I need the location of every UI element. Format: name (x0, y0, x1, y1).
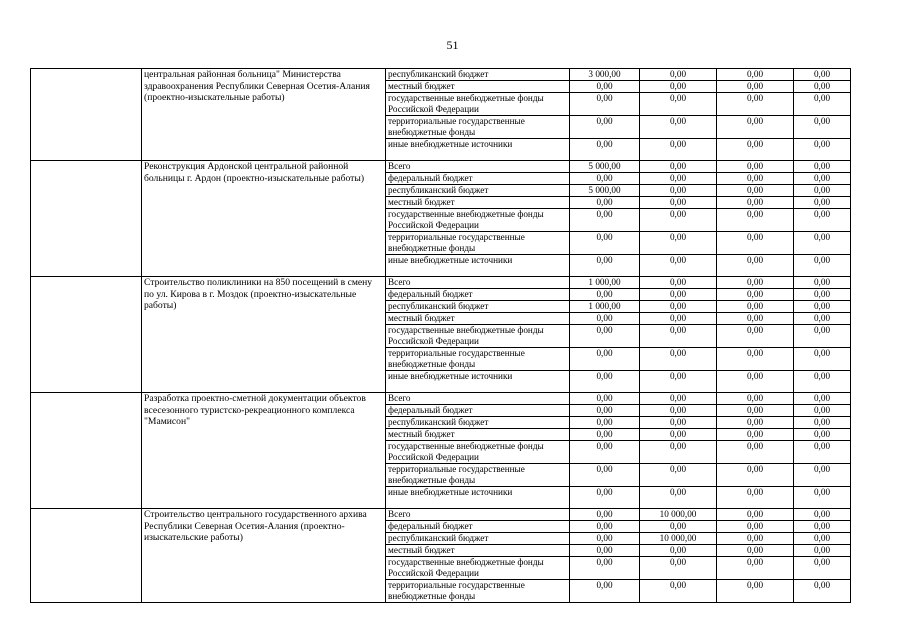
amount-cell: 0,00 (717, 533, 794, 545)
amount-cell: 10 000,00 (640, 533, 717, 545)
amount-cell: 0,00 (794, 371, 851, 393)
amount-cell: 0,00 (570, 464, 640, 487)
amount-cell: 0,00 (640, 429, 717, 441)
funding-source: Всего (386, 277, 570, 289)
amount-cell: 0,00 (794, 533, 851, 545)
amount-cell: 0,00 (640, 185, 717, 197)
amount-cell: 0,00 (570, 545, 640, 557)
amount-cell: 0,00 (640, 197, 717, 209)
amount-cell: 0,00 (717, 325, 794, 348)
funding-source: местный бюджет (386, 429, 570, 441)
amount-cell: 0,00 (640, 557, 717, 580)
amount-cell: 0,00 (794, 185, 851, 197)
amount-cell: 0,00 (717, 139, 794, 161)
amount-cell: 0,00 (794, 464, 851, 487)
amount-cell: 0,00 (794, 441, 851, 464)
project-title: Разработка проектно-сметной документации объектов всесезонного туристско-рекреационного комплекса "Мамисон" (142, 393, 386, 509)
amount-cell: 0,00 (640, 487, 717, 509)
amount-cell: 0,00 (717, 232, 794, 255)
amount-cell: 0,00 (570, 232, 640, 255)
amount-cell: 10 000,00 (640, 509, 717, 521)
funding-source: иные внебюджетные источники (386, 139, 570, 161)
amount-cell: 0,00 (794, 557, 851, 580)
table-row (31, 161, 851, 173)
amount-cell: 0,00 (640, 580, 717, 603)
amount-cell: 0,00 (570, 429, 640, 441)
amount-cell: 0,00 (640, 93, 717, 116)
index-cell (31, 509, 142, 603)
amount-cell: 0,00 (640, 464, 717, 487)
amount-cell: 0,00 (794, 325, 851, 348)
amount-cell: 0,00 (570, 487, 640, 509)
amount-cell: 0,00 (717, 371, 794, 393)
amount-cell: 0,00 (570, 371, 640, 393)
amount-cell: 0,00 (794, 173, 851, 185)
funding-source: государственные внебюджетные фонды Российской Федерации (386, 557, 570, 580)
funding-source: республиканский бюджет (386, 533, 570, 545)
amount-cell: 0,00 (717, 441, 794, 464)
amount-cell: 0,00 (640, 277, 717, 289)
amount-cell: 0,00 (717, 509, 794, 521)
amount-cell: 0,00 (570, 289, 640, 301)
funding-source: федеральный бюджет (386, 289, 570, 301)
amount-cell: 0,00 (570, 81, 640, 93)
funding-source: территориальные государственные внебюджетные фонды (386, 116, 570, 139)
amount-cell: 0,00 (794, 277, 851, 289)
amount-cell: 0,00 (640, 371, 717, 393)
amount-cell: 0,00 (717, 289, 794, 301)
amount-cell: 0,00 (570, 197, 640, 209)
amount-cell: 0,00 (717, 255, 794, 277)
amount-cell: 0,00 (717, 197, 794, 209)
amount-cell: 0,00 (570, 348, 640, 371)
amount-cell: 0,00 (794, 93, 851, 116)
funding-source: федеральный бюджет (386, 173, 570, 185)
amount-cell: 0,00 (640, 325, 717, 348)
amount-cell: 0,00 (570, 521, 640, 533)
funding-source: Всего (386, 393, 570, 405)
amount-cell: 0,00 (717, 116, 794, 139)
funding-source: федеральный бюджет (386, 405, 570, 417)
amount-cell: 0,00 (717, 348, 794, 371)
amount-cell: 0,00 (570, 509, 640, 521)
amount-cell: 0,00 (794, 545, 851, 557)
amount-cell: 0,00 (640, 289, 717, 301)
amount-cell: 0,00 (640, 348, 717, 371)
table-row (31, 277, 851, 289)
project-title: Реконструкция Ардонской центральной районной больницы г. Ардон (проектно-изыскательные работы) (142, 161, 386, 277)
funding-source: местный бюджет (386, 197, 570, 209)
funding-source: республиканский бюджет (386, 301, 570, 313)
amount-cell: 0,00 (640, 405, 717, 417)
amount-cell: 0,00 (570, 209, 640, 232)
amount-cell: 0,00 (570, 325, 640, 348)
budget-table (30, 68, 851, 603)
amount-cell: 0,00 (640, 116, 717, 139)
amount-cell: 0,00 (717, 417, 794, 429)
amount-cell: 0,00 (794, 116, 851, 139)
amount-cell: 0,00 (794, 197, 851, 209)
funding-source: государственные внебюджетные фонды Российской Федерации (386, 325, 570, 348)
funding-source: местный бюджет (386, 313, 570, 325)
amount-cell: 0,00 (717, 521, 794, 533)
amount-cell: 0,00 (717, 161, 794, 173)
funding-source: местный бюджет (386, 545, 570, 557)
budget-table-body (31, 69, 851, 603)
amount-cell: 0,00 (717, 405, 794, 417)
amount-cell: 0,00 (717, 313, 794, 325)
funding-source: республиканский бюджет (386, 417, 570, 429)
table-row (31, 393, 851, 405)
amount-cell: 0,00 (640, 232, 717, 255)
amount-cell: 0,00 (794, 209, 851, 232)
amount-cell: 0,00 (794, 81, 851, 93)
amount-cell: 0,00 (717, 429, 794, 441)
amount-cell: 0,00 (570, 557, 640, 580)
amount-cell: 0,00 (570, 116, 640, 139)
funding-source: Всего (386, 509, 570, 521)
amount-cell: 0,00 (640, 161, 717, 173)
amount-cell: 0,00 (570, 173, 640, 185)
amount-cell: 0,00 (717, 557, 794, 580)
project-title: Строительство поликлиники на 850 посещений в смену по ул. Кирова в г. Моздок (проектно-изыскательные работы) (142, 277, 386, 393)
amount-cell: 0,00 (794, 232, 851, 255)
amount-cell: 0,00 (640, 441, 717, 464)
amount-cell: 0,00 (794, 255, 851, 277)
project-title: центральная районная больница" Министерства здравоохранения Республики Северная Осетия-Алания (проектно-изыскательные работы) (142, 69, 386, 161)
index-cell (31, 393, 142, 509)
amount-cell: 0,00 (640, 393, 717, 405)
amount-cell: 0,00 (717, 185, 794, 197)
funding-source: иные внебюджетные источники (386, 371, 570, 393)
amount-cell: 0,00 (640, 521, 717, 533)
amount-cell: 5 000,00 (570, 185, 640, 197)
amount-cell: 0,00 (640, 417, 717, 429)
amount-cell: 0,00 (640, 69, 717, 81)
index-cell (31, 277, 142, 393)
amount-cell: 0,00 (717, 173, 794, 185)
amount-cell: 0,00 (570, 405, 640, 417)
amount-cell: 0,00 (640, 173, 717, 185)
amount-cell: 0,00 (570, 313, 640, 325)
amount-cell: 0,00 (640, 255, 717, 277)
project-title: Строительство центрального государственного архива Республики Северная Осетия-Алания (проектно-изыскательские работы) (142, 509, 386, 603)
funding-source: государственные внебюджетные фонды Российской Федерации (386, 441, 570, 464)
amount-cell: 0,00 (717, 464, 794, 487)
amount-cell: 0,00 (640, 81, 717, 93)
amount-cell: 0,00 (640, 209, 717, 232)
amount-cell: 3 000,00 (570, 69, 640, 81)
amount-cell: 0,00 (717, 81, 794, 93)
amount-cell: 0,00 (570, 533, 640, 545)
funding-source: территориальные государственные внебюджетные фонды (386, 348, 570, 371)
amount-cell: 0,00 (794, 289, 851, 301)
index-cell (31, 69, 142, 161)
amount-cell: 0,00 (570, 139, 640, 161)
amount-cell: 0,00 (570, 441, 640, 464)
amount-cell: 0,00 (794, 301, 851, 313)
amount-cell: 0,00 (794, 509, 851, 521)
amount-cell: 0,00 (794, 521, 851, 533)
amount-cell: 0,00 (717, 277, 794, 289)
amount-cell: 0,00 (794, 429, 851, 441)
funding-source: местный бюджет (386, 81, 570, 93)
funding-source: республиканский бюджет (386, 69, 570, 81)
amount-cell: 0,00 (794, 69, 851, 81)
amount-cell: 1 000,00 (570, 301, 640, 313)
amount-cell: 0,00 (640, 313, 717, 325)
funding-source: территориальные государственные внебюджетные фонды (386, 580, 570, 603)
amount-cell: 0,00 (570, 255, 640, 277)
funding-source: государственные внебюджетные фонды Российской Федерации (386, 209, 570, 232)
amount-cell: 0,00 (570, 393, 640, 405)
amount-cell: 0,00 (717, 580, 794, 603)
funding-source: территориальные государственные внебюджетные фонды (386, 232, 570, 255)
funding-source: территориальные государственные внебюджетные фонды (386, 464, 570, 487)
amount-cell: 0,00 (794, 417, 851, 429)
amount-cell: 0,00 (570, 93, 640, 116)
amount-cell: 0,00 (640, 301, 717, 313)
amount-cell: 5 000,00 (570, 161, 640, 173)
amount-cell: 0,00 (717, 487, 794, 509)
table-row (31, 509, 851, 521)
amount-cell: 0,00 (570, 417, 640, 429)
amount-cell: 0,00 (794, 405, 851, 417)
amount-cell: 0,00 (794, 580, 851, 603)
amount-cell: 0,00 (717, 545, 794, 557)
amount-cell: 0,00 (794, 393, 851, 405)
amount-cell: 0,00 (640, 545, 717, 557)
amount-cell: 0,00 (794, 313, 851, 325)
page-number: 51 (446, 38, 459, 52)
funding-source: иные внебюджетные источники (386, 255, 570, 277)
amount-cell: 0,00 (794, 487, 851, 509)
funding-source: государственные внебюджетные фонды Российской Федерации (386, 93, 570, 116)
amount-cell: 0,00 (794, 161, 851, 173)
amount-cell: 0,00 (640, 139, 717, 161)
table-row (31, 69, 851, 81)
amount-cell: 0,00 (717, 393, 794, 405)
funding-source: республиканский бюджет (386, 185, 570, 197)
amount-cell: 0,00 (794, 348, 851, 371)
funding-source: федеральный бюджет (386, 521, 570, 533)
amount-cell: 0,00 (717, 93, 794, 116)
index-cell (31, 161, 142, 277)
funding-source: Всего (386, 161, 570, 173)
amount-cell: 1 000,00 (570, 277, 640, 289)
amount-cell: 0,00 (717, 69, 794, 81)
amount-cell: 0,00 (570, 580, 640, 603)
funding-source: иные внебюджетные источники (386, 487, 570, 509)
amount-cell: 0,00 (794, 139, 851, 161)
amount-cell: 0,00 (717, 209, 794, 232)
amount-cell: 0,00 (717, 301, 794, 313)
